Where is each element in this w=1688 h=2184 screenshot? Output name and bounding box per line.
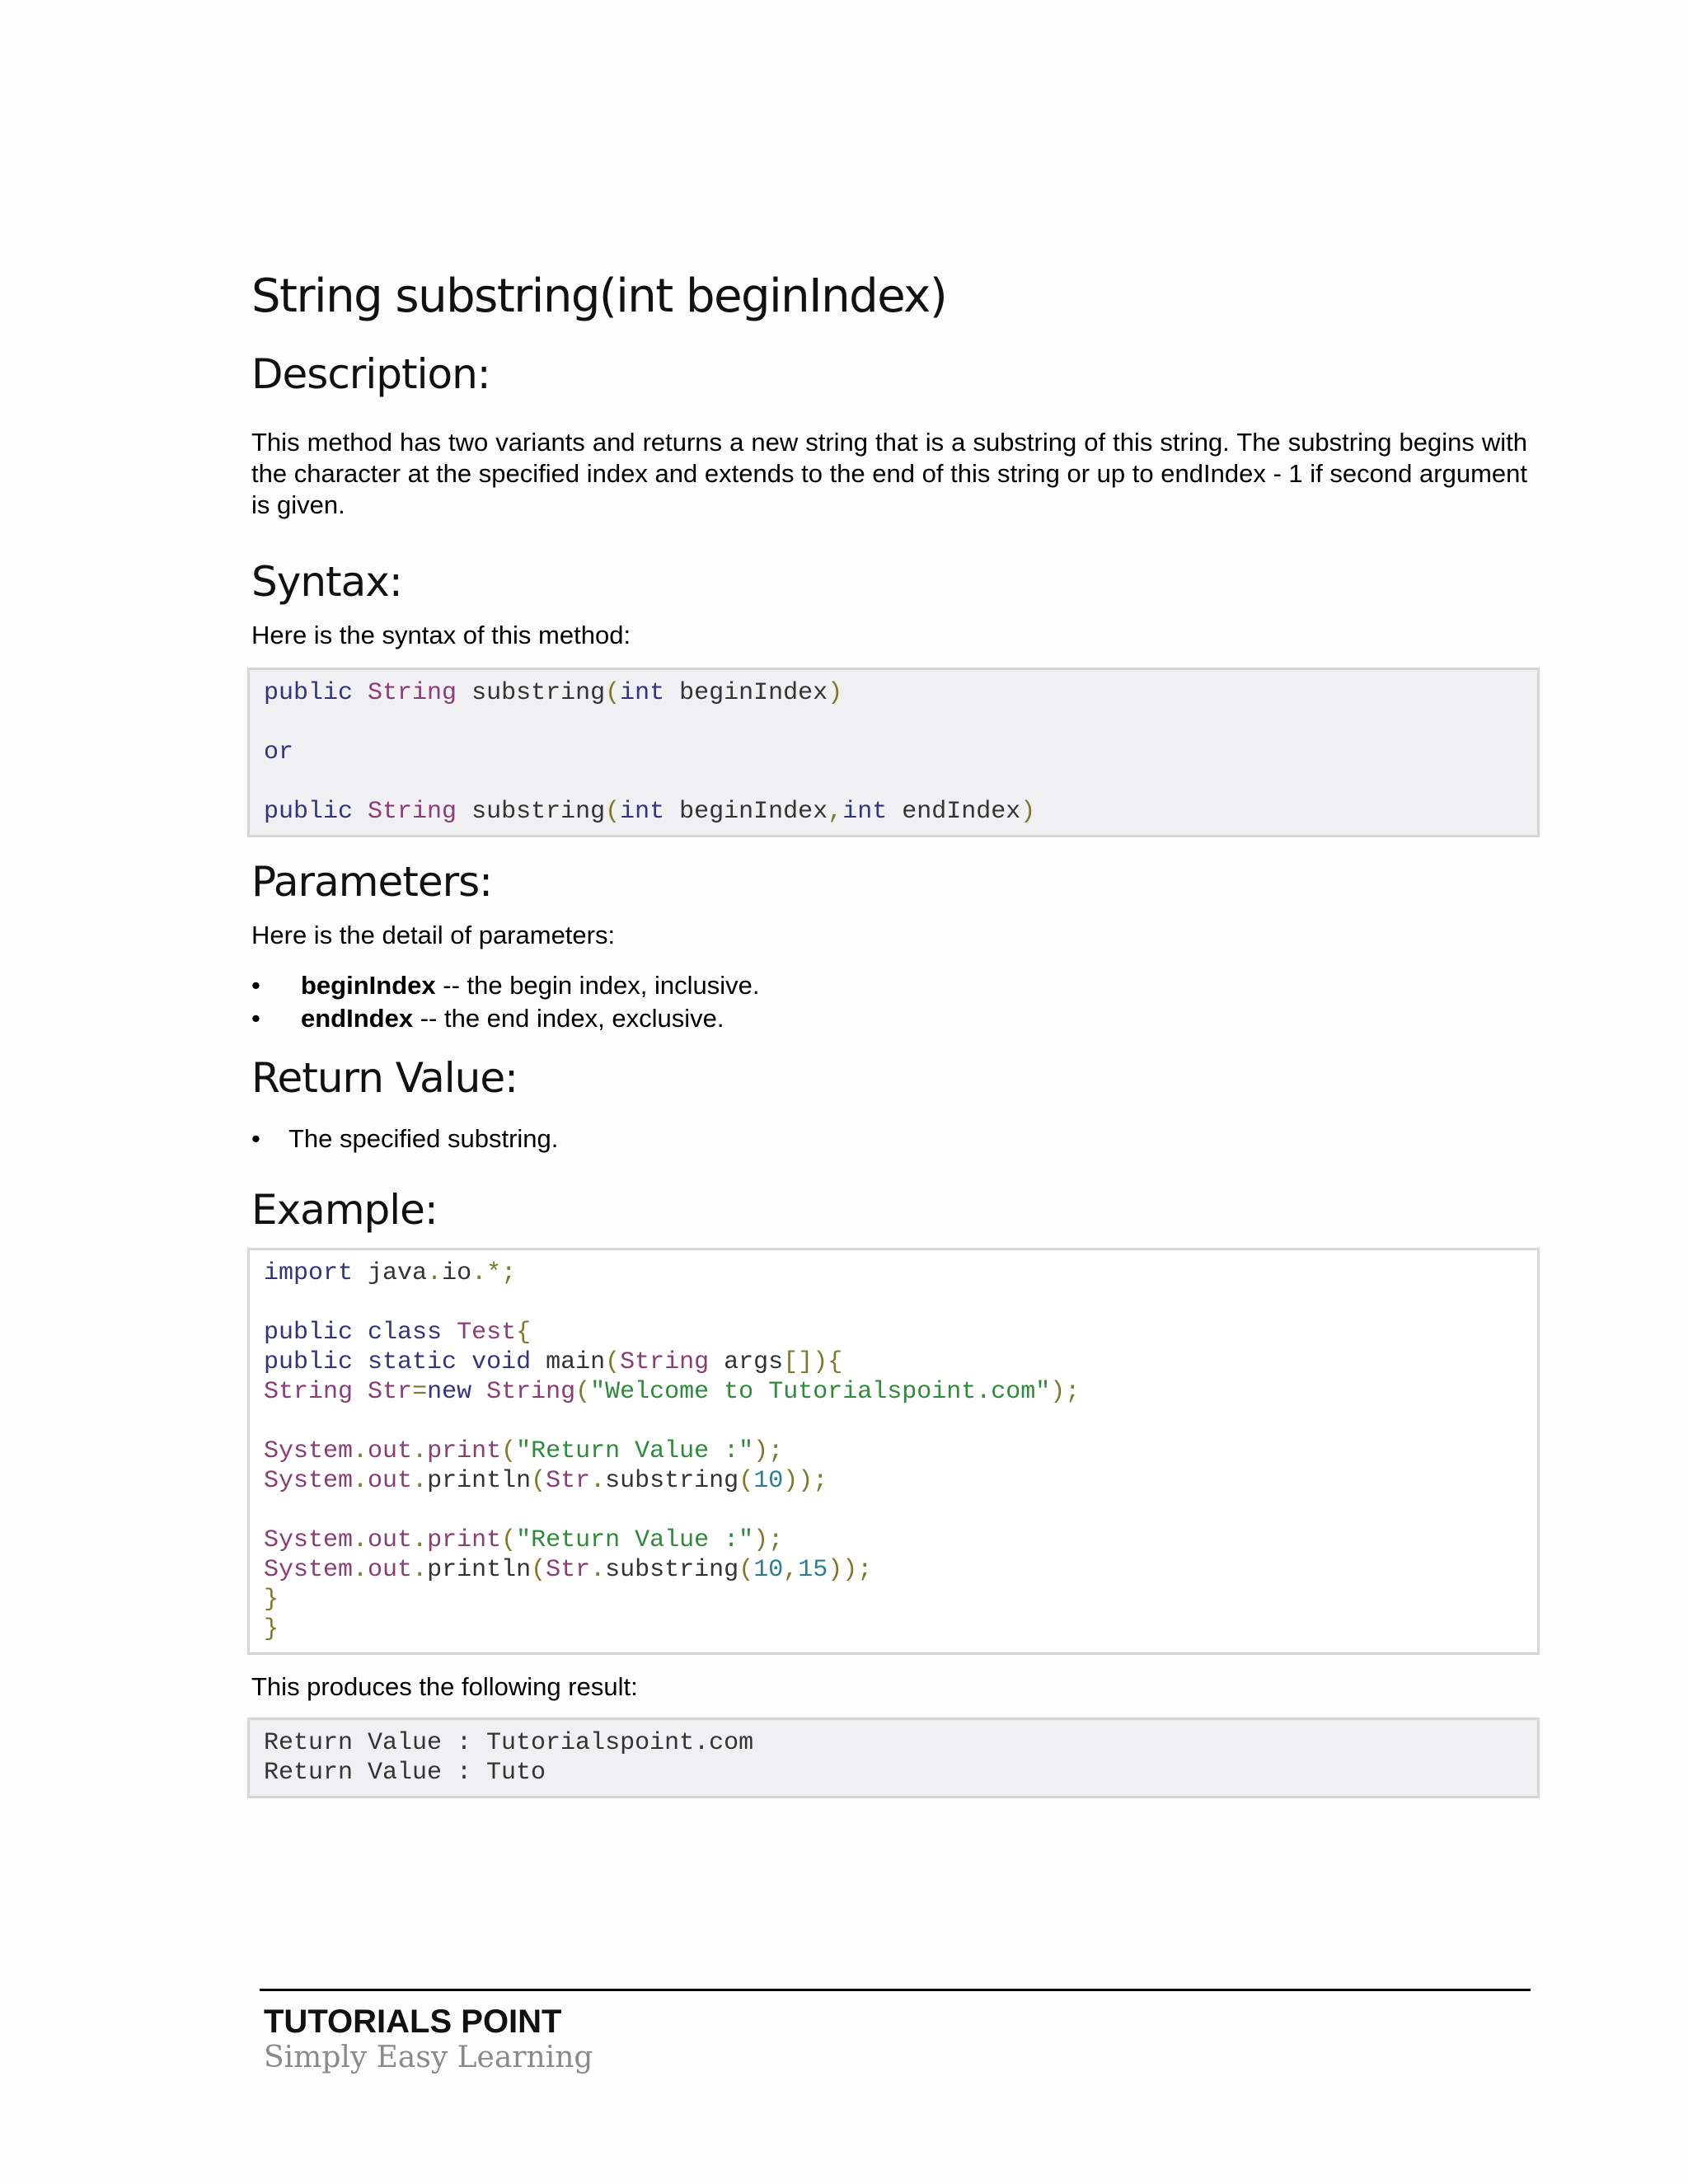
code-token: . xyxy=(590,1556,606,1584)
code-token: ( xyxy=(501,1526,517,1554)
code-line xyxy=(264,1466,1523,1496)
bullet-icon: • xyxy=(251,1004,260,1033)
code-token: Return Value : Tutorialspoint.com xyxy=(264,1729,754,1757)
code-token: beginIndex xyxy=(664,798,828,826)
code-token: out xyxy=(368,1526,413,1554)
code-token: . xyxy=(590,1467,606,1495)
code-token: int xyxy=(620,679,665,707)
code-token: main xyxy=(531,1348,606,1376)
code-token: print xyxy=(427,1526,502,1554)
example-heading: Example: xyxy=(251,1186,438,1234)
parameters-list xyxy=(251,969,1527,1035)
page-title: String substring(int beginIndex) xyxy=(251,269,947,323)
code-token: . xyxy=(412,1526,428,1554)
code-token: endIndex xyxy=(887,798,1021,826)
code-token xyxy=(471,1378,486,1406)
code-token xyxy=(457,1348,471,1376)
code-token: . xyxy=(353,1467,368,1495)
code-token: 10 xyxy=(753,1467,784,1495)
code-token: .*; xyxy=(471,1259,517,1287)
code-line xyxy=(264,1318,1523,1347)
syntax-intro: Here is the syntax of this method: xyxy=(251,621,631,649)
param-description: -- the begin index, inclusive. xyxy=(435,971,760,1000)
code-token: public xyxy=(264,679,354,707)
return-value-heading: Return Value: xyxy=(251,1054,518,1102)
code-token: . xyxy=(353,1437,368,1465)
code-token: java xyxy=(353,1259,428,1287)
code-token: new xyxy=(427,1378,472,1406)
document-page xyxy=(251,247,1527,1798)
parameters-heading: Parameters: xyxy=(251,858,493,906)
code-token: class xyxy=(368,1319,443,1347)
code-token: System xyxy=(264,1467,354,1495)
code-token: ( xyxy=(738,1467,754,1495)
syntax-heading: Syntax: xyxy=(251,558,402,606)
code-token xyxy=(353,679,368,707)
code-token: public xyxy=(264,798,354,826)
code-line xyxy=(264,1758,1523,1788)
code-token: Test xyxy=(457,1319,517,1347)
code-line xyxy=(264,1258,1523,1288)
description-text: This method has two variants and returns a new string that is a substring of this string. The substring begins with the character at the specified index and extends to the end of this string or up to endIndex - 1 if second argument is given. xyxy=(251,428,1527,519)
code-line xyxy=(264,1377,1523,1407)
code-token: import xyxy=(264,1259,354,1287)
code-token: io xyxy=(442,1259,472,1287)
code-token: { xyxy=(516,1319,532,1347)
code-line xyxy=(264,1728,1523,1758)
code-token: 10 xyxy=(753,1556,784,1584)
code-token: . xyxy=(353,1526,368,1554)
code-token: , xyxy=(783,1556,799,1584)
code-token: out xyxy=(368,1437,413,1465)
code-token: , xyxy=(828,798,843,826)
code-line xyxy=(264,1436,1523,1466)
code-token: "Return Value :" xyxy=(516,1526,754,1554)
code-token: 15 xyxy=(798,1556,828,1584)
code-token: ( xyxy=(531,1556,546,1584)
code-token: ); xyxy=(753,1437,784,1465)
param-description: -- the end index, exclusive. xyxy=(413,1004,724,1033)
code-token: Return Value : Tuto xyxy=(264,1759,546,1787)
return-value-text: The specified substring. xyxy=(288,1124,559,1153)
code-line xyxy=(264,1615,1523,1644)
code-line xyxy=(264,1585,1523,1615)
return-value-list xyxy=(251,1122,1527,1155)
description-heading: Description: xyxy=(251,350,490,398)
code-line xyxy=(264,767,1523,797)
code-token: . xyxy=(412,1437,428,1465)
code-token: public xyxy=(264,1348,354,1376)
code-token: beginIndex xyxy=(664,679,828,707)
code-token: . xyxy=(412,1467,428,1495)
code-token: String xyxy=(620,1348,710,1376)
code-token: void xyxy=(471,1348,532,1376)
code-token: static xyxy=(368,1348,457,1376)
code-token: ( xyxy=(531,1467,546,1495)
code-line xyxy=(264,797,1523,827)
code-line xyxy=(264,1347,1523,1377)
code-token: . xyxy=(427,1259,443,1287)
code-token: )); xyxy=(783,1467,828,1495)
code-token: ) xyxy=(1020,798,1036,826)
code-token: "Return Value :" xyxy=(516,1437,754,1465)
param-name: beginIndex xyxy=(301,971,436,1000)
footer-tagline: Simply Easy Learning xyxy=(264,2041,593,2074)
code-line xyxy=(264,678,1523,708)
code-line xyxy=(264,1526,1523,1555)
code-token: System xyxy=(264,1437,354,1465)
parameters-intro: Here is the detail of parameters: xyxy=(251,921,616,949)
param-name: endIndex xyxy=(301,1004,414,1033)
code-token: println xyxy=(427,1467,532,1495)
result-intro: This produces the following result: xyxy=(251,1672,638,1701)
code-token xyxy=(353,798,368,826)
code-token: ); xyxy=(1050,1378,1081,1406)
list-item xyxy=(251,1122,1527,1155)
code-token: String xyxy=(486,1378,576,1406)
code-token: substring xyxy=(605,1467,739,1495)
code-token: ( xyxy=(605,1348,621,1376)
code-token: []){ xyxy=(783,1348,843,1376)
code-token: ( xyxy=(501,1437,517,1465)
code-token: public xyxy=(264,1319,354,1347)
code-token: System xyxy=(264,1556,354,1584)
code-token: String xyxy=(368,798,457,826)
code-line xyxy=(264,708,1523,738)
code-token: substring xyxy=(605,1556,739,1584)
code-token xyxy=(442,1319,457,1347)
code-token: } xyxy=(264,1586,279,1614)
code-line xyxy=(264,1288,1523,1318)
code-token: ( xyxy=(738,1556,754,1584)
list-item xyxy=(251,969,1527,1002)
bullet-icon: • xyxy=(251,971,260,1000)
code-token: ( xyxy=(575,1378,591,1406)
code-token xyxy=(353,1378,368,1406)
code-token: int xyxy=(842,798,888,826)
code-line xyxy=(264,1407,1523,1436)
code-token: args xyxy=(709,1348,784,1376)
bullet-icon: • xyxy=(251,1124,260,1153)
code-line xyxy=(264,1496,1523,1526)
code-token: int xyxy=(620,798,665,826)
syntax-code-block xyxy=(247,668,1540,837)
page-footer xyxy=(260,1989,1531,2075)
code-token: . xyxy=(412,1556,428,1584)
code-token: Str xyxy=(546,1467,591,1495)
result-code-block xyxy=(247,1718,1540,1798)
code-line xyxy=(264,1555,1523,1585)
code-token: println xyxy=(427,1556,532,1584)
code-token: . xyxy=(353,1556,368,1584)
code-token: substring xyxy=(457,679,606,707)
code-token: Str xyxy=(546,1556,591,1584)
code-token: ( xyxy=(605,679,621,707)
code-token xyxy=(353,1319,368,1347)
code-token: ) xyxy=(828,679,843,707)
code-token: System xyxy=(264,1526,354,1554)
code-token: or xyxy=(264,738,294,766)
footer-brand: TUTORIALS POINT xyxy=(264,2004,562,2040)
code-token: substring xyxy=(457,798,606,826)
code-token: ( xyxy=(605,798,621,826)
code-token: String xyxy=(264,1378,354,1406)
code-token: = xyxy=(412,1378,428,1406)
code-token: ); xyxy=(753,1526,784,1554)
code-token: } xyxy=(264,1615,279,1643)
code-token: String xyxy=(368,679,457,707)
code-token: )); xyxy=(828,1556,873,1584)
code-token: out xyxy=(368,1467,413,1495)
code-token: "Welcome to Tutorialspoint.com" xyxy=(590,1378,1051,1406)
code-token: Str xyxy=(368,1378,413,1406)
code-token: out xyxy=(368,1556,413,1584)
code-token: print xyxy=(427,1437,502,1465)
example-code-block xyxy=(247,1248,1540,1655)
list-item xyxy=(251,1002,1527,1035)
code-token xyxy=(353,1348,368,1376)
code-line xyxy=(264,738,1523,767)
